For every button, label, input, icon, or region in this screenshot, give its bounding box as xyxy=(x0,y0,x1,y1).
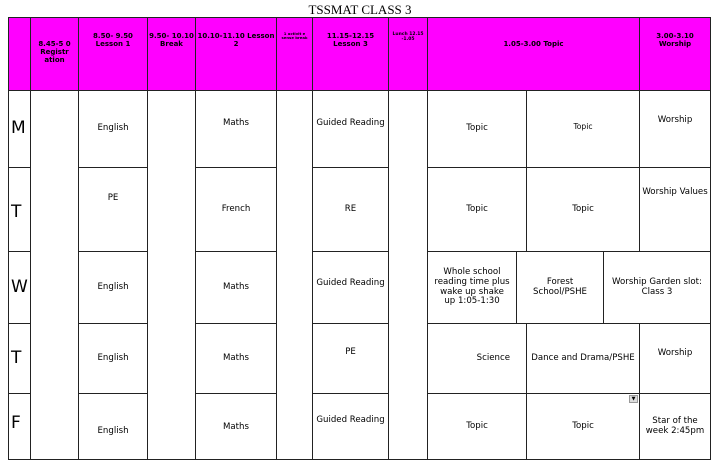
header-lesson-1: 8.50- 9.50 Lesson 1 xyxy=(78,17,148,91)
day-label: M xyxy=(8,90,31,168)
lesson1-cell: English xyxy=(78,90,148,168)
topic-cell-a: Whole school reading time plus wake up shake up 1:05-1:30 xyxy=(427,251,517,324)
topic-cell-b-label: Topic xyxy=(572,420,594,431)
topic-cell-a: Topic xyxy=(427,167,527,252)
lesson1-cell: PE xyxy=(78,167,148,252)
lesson2-cell: Maths xyxy=(195,323,277,394)
worship-cell: Star of the week 2:45pm xyxy=(639,393,711,460)
header-break: 9.50- 10.10 Break xyxy=(147,17,196,91)
header-sense-break: 1 activit e sense break xyxy=(276,17,313,91)
lesson2-cell: Maths xyxy=(195,251,277,324)
header-topic: 1.05-3.00 Topic xyxy=(427,17,640,91)
topic-cell-a: Topic xyxy=(427,90,527,168)
registration-column xyxy=(30,90,79,460)
page-title: TSSMAT CLASS 3 xyxy=(308,2,412,17)
topic-cell-b: Forest School/PSHE xyxy=(516,251,604,324)
day-label: T xyxy=(8,323,31,394)
corner-header xyxy=(8,17,31,91)
dropdown-arrow-icon[interactable]: ▼ xyxy=(629,395,638,403)
lesson2-cell: Maths xyxy=(195,393,277,460)
lesson3-cell: Guided Reading xyxy=(312,251,389,324)
day-label: F xyxy=(8,393,31,460)
lesson1-cell: English xyxy=(78,323,148,394)
break-column xyxy=(147,90,196,460)
topic-cell-a: Science xyxy=(427,323,527,394)
topic-cell-b: Dance and Drama/PSHE xyxy=(526,323,640,394)
lunch-column xyxy=(388,90,428,460)
header-lesson-3: 11.15-12.15 Lesson 3 xyxy=(312,17,389,91)
lesson3-cell: Guided Reading xyxy=(312,90,389,168)
topic-cell-b: Topic xyxy=(526,90,640,168)
lesson3-cell: Guided Reading xyxy=(312,393,389,460)
lesson1-cell: English xyxy=(78,393,148,460)
worship-cell: Worship Garden slot: Class 3 xyxy=(603,251,711,324)
header-registration: 8.45-5 0 Registr ation xyxy=(30,17,79,91)
topic-cell-b[interactable] xyxy=(526,393,640,460)
header-lunch: Lunch 12.15 -1.05 xyxy=(388,17,428,91)
lesson2-cell: Maths xyxy=(195,90,277,168)
sense-break-column xyxy=(276,90,313,460)
header-lesson-2: 10.10-11.10 Lesson 2 xyxy=(195,17,277,91)
header-worship: 3.00-3.10 Worship xyxy=(639,17,711,91)
worship-cell: Worship Values xyxy=(639,167,711,252)
lesson1-cell: English xyxy=(78,251,148,324)
lesson2-cell: French xyxy=(195,167,277,252)
worship-cell: Worship xyxy=(639,323,711,394)
lesson3-cell: RE xyxy=(312,167,389,252)
topic-cell-a: Topic xyxy=(427,393,527,460)
worship-cell: Worship xyxy=(639,90,711,168)
lesson3-cell: PE xyxy=(312,323,389,394)
day-label: W xyxy=(8,251,31,324)
day-label: T xyxy=(8,167,31,252)
topic-cell-b: Topic xyxy=(526,167,640,252)
